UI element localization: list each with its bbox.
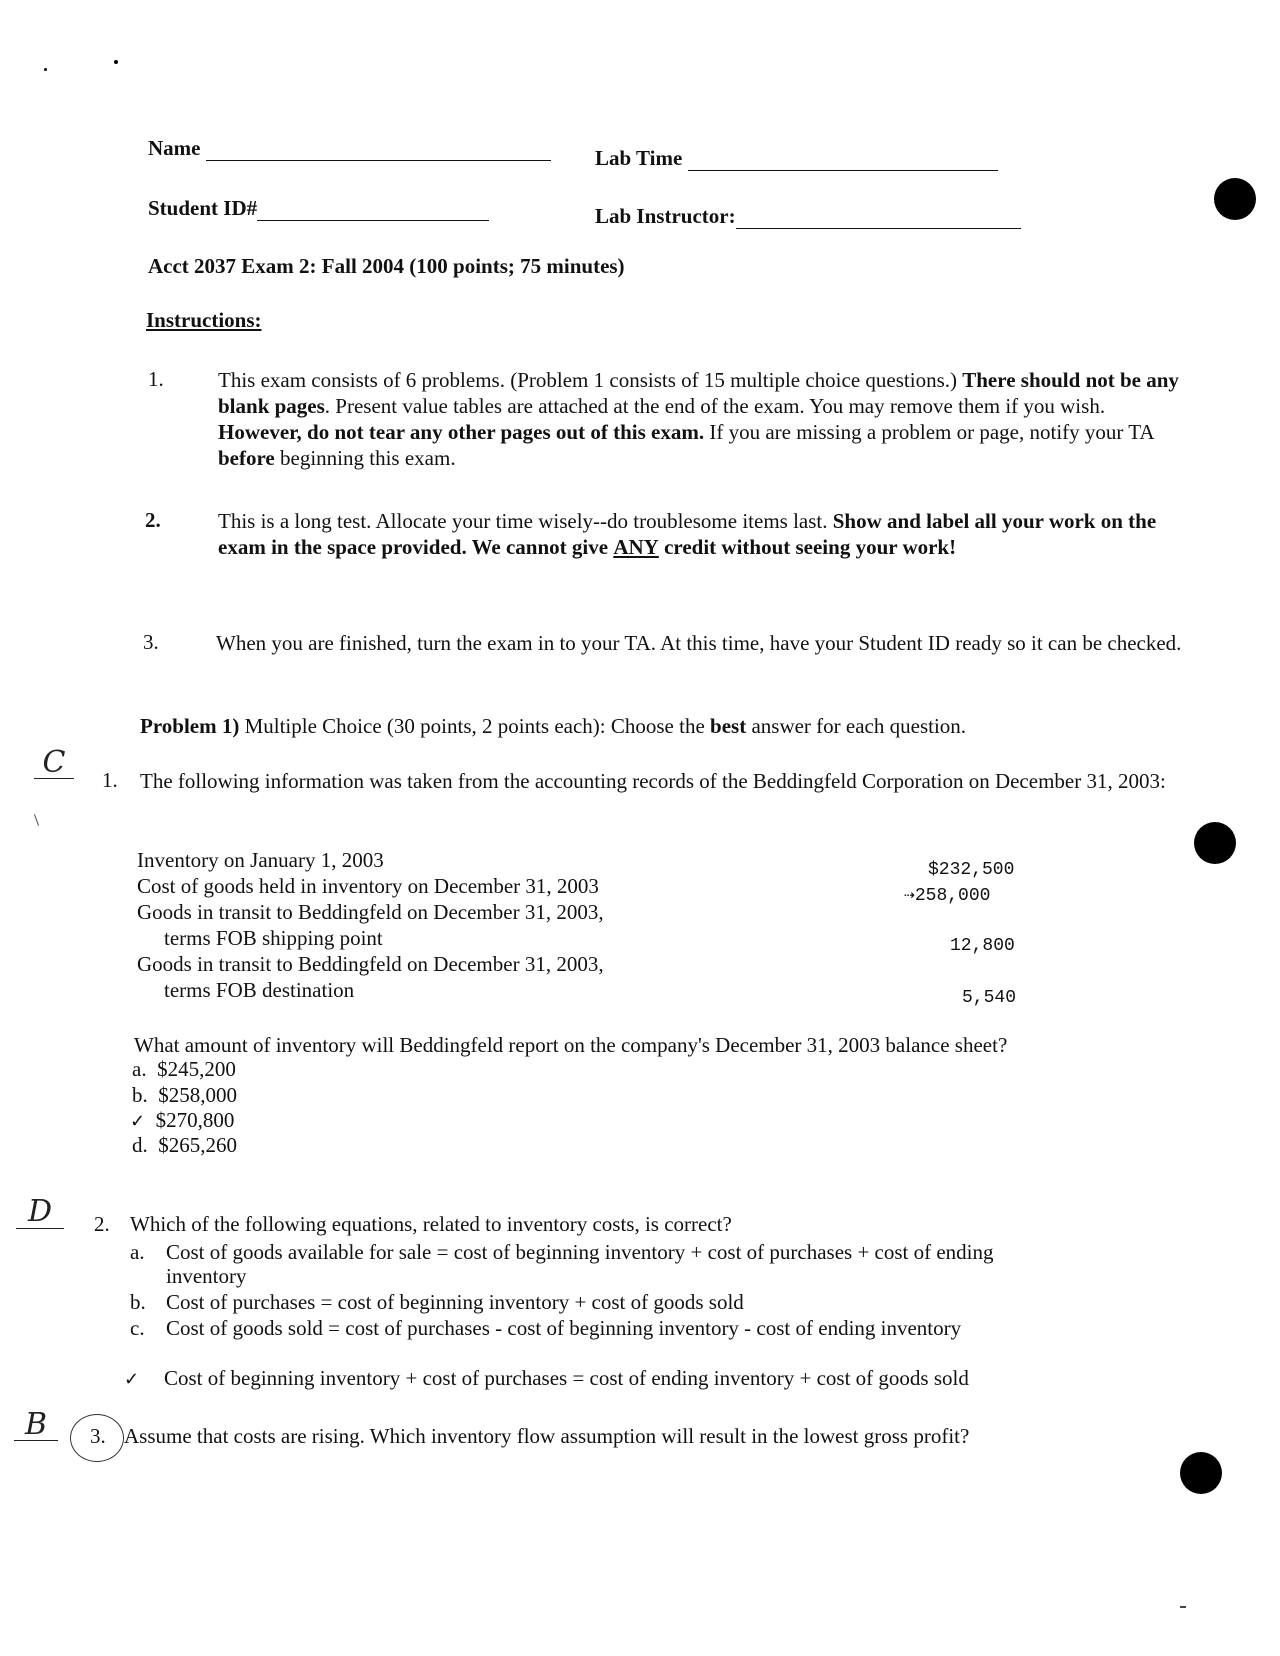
problem-1-best: best: [710, 714, 747, 738]
q2-option-d-text: Cost of beginning inventory + cost of purchases = cost of ending inventory + cost of goods sold: [164, 1366, 969, 1390]
q2-option-b-text: Cost of purchases = cost of beginning inventory + cost of goods sold: [166, 1290, 744, 1314]
instruction-2-bold-a: Show and label all your work on the exam in the space provided. We cannot give: [218, 509, 1157, 559]
instruction-1-text-a: This exam consists of 6 problems. (Problem 1 consists of 15 multiple choice questions.): [218, 368, 957, 392]
hole-punch-bottom: [1180, 1452, 1222, 1494]
q2-option-a-letter: a.: [130, 1240, 145, 1264]
q2-option-a[interactable]: [130, 1240, 145, 1265]
scan-speck: [114, 60, 118, 64]
instruction-1-bold-a: There should not be any blank pages: [218, 368, 1179, 418]
q1-row-3-label-2: terms FOB shipping point: [164, 926, 383, 950]
q1-option-d-text: $265,260: [158, 1133, 237, 1157]
lab-instructor-label: Lab Instructor:: [595, 204, 736, 228]
q1-option-a-letter: a.: [132, 1057, 147, 1081]
problem-1-desc-b: answer for each question.: [751, 714, 967, 738]
q1-row-2-label: Cost of goods held in inventory on December 31, 2003: [137, 874, 599, 898]
q3-text: Assume that costs are rising. Which inventory flow assumption will result in the lowest gross profit?: [124, 1424, 970, 1448]
instruction-1-bold-b: However, do not tear any other pages out of this exam.: [218, 420, 705, 444]
q1-option-c-text: $270,800: [155, 1108, 235, 1132]
q1-option-a[interactable]: [132, 1057, 236, 1082]
name-blank[interactable]: [206, 140, 551, 161]
q1-row-3-label: Goods in transit to Beddingfeld on December 31, 2003,: [137, 900, 604, 924]
q2-option-c-letter: c.: [130, 1316, 145, 1340]
instruction-1-text-b: . Present value tables are attached at the end of the exam. You may remove them if you wish.: [324, 394, 1106, 418]
q1-question: What amount of inventory will Beddingfeld report on the company's December 31, 2003 balance sheet?: [134, 1033, 1008, 1057]
lab-time-blank[interactable]: [688, 150, 998, 171]
student-id-blank[interactable]: [257, 200, 489, 221]
hole-punch-middle: [1194, 822, 1236, 864]
instruction-3: When you are finished, turn the exam in to your TA. At this time, have your Student ID ready so it can be checked.: [216, 631, 1182, 655]
checkmark-icon: ✓: [130, 1111, 146, 1131]
q2-handwritten-answer: D: [16, 1196, 64, 1229]
q1-option-b-letter: b.: [132, 1083, 148, 1107]
instruction-1-text-d: beginning this exam.: [280, 446, 456, 470]
problem-1-desc-a: Multiple Choice (30 points, 2 points each): Choose the: [244, 714, 705, 738]
stray-mark: [1180, 1606, 1186, 1608]
q2-text: Which of the following equations, related to inventory costs, is correct?: [130, 1212, 732, 1236]
q2-option-b-letter: b.: [130, 1290, 146, 1314]
q1-row-1-value: $232,500: [928, 860, 1015, 880]
instructions-heading: Instructions:: [146, 308, 262, 332]
q1-row-4-label: Goods in transit to Beddingfeld on December 31, 2003,: [137, 952, 604, 976]
instruction-2-bold-b: credit without seeing your work!: [664, 535, 957, 559]
instruction-1-number: 1.: [148, 367, 164, 391]
instruction-1-bold-c: before: [218, 446, 275, 470]
q1-row-3-value: 12,800: [950, 936, 1015, 956]
lab-time-label: Lab Time: [595, 146, 683, 170]
q2-option-b[interactable]: [130, 1290, 146, 1315]
q2-option-c-text: Cost of goods sold = cost of purchases - cost of beginning inventory - cost of ending inventory: [166, 1316, 962, 1340]
q1-row-4-label-2: terms FOB destination: [164, 978, 355, 1002]
name-label: Name: [148, 136, 201, 160]
instruction-1-text-c: If you are missing a problem or page, notify your TA: [709, 420, 1154, 444]
q1-number: 1.: [102, 768, 118, 792]
instruction-2-number: 2.: [145, 508, 161, 532]
q1-handwritten-answer: C: [34, 748, 74, 779]
problem-1-label: Problem 1): [140, 714, 240, 738]
q1-option-b[interactable]: [132, 1083, 237, 1108]
name-field: [148, 136, 551, 161]
q1-option-b-text: $258,000: [158, 1083, 237, 1107]
q2-option-d[interactable]: [124, 1366, 139, 1391]
student-id-label: Student ID#: [148, 196, 258, 220]
instruction-1: [218, 367, 1188, 471]
scan-speck: [44, 68, 47, 71]
q2-number: 2.: [94, 1212, 110, 1236]
q2-option-c[interactable]: [130, 1316, 145, 1341]
q1-text: The following information was taken from the accounting records of the Beddingfeld Corporation on December 31, 2003:: [140, 769, 1166, 793]
checkmark-icon: ✓: [124, 1369, 140, 1389]
instruction-2: [218, 508, 1188, 560]
hole-punch-top: [1214, 178, 1256, 220]
q1-option-d-letter: d.: [132, 1133, 148, 1157]
q1-row-4-value: 5,540: [962, 988, 1017, 1008]
arrow-icon: ⇢: [904, 886, 915, 906]
q3-number: 3.: [90, 1424, 106, 1448]
lab-instructor-field: [595, 204, 1021, 229]
lab-instructor-blank[interactable]: [736, 208, 1021, 229]
q1-row-2-value: 258,000: [914, 886, 991, 906]
instruction-2-underline: ANY: [613, 535, 659, 559]
q3-handwritten-answer: B: [14, 1410, 58, 1441]
q1-option-c[interactable]: [130, 1108, 234, 1133]
q2-option-a-text: Cost of goods available for sale = cost of beginning inventory + cost of purchases + cost of ending inventory: [166, 1240, 994, 1288]
q1-row-2-value-wrap: [904, 884, 990, 906]
q1-row-1-label: Inventory on January 1, 2003: [137, 848, 384, 872]
student-id-field: [148, 196, 489, 221]
instruction-2-text: This is a long test. Allocate your time wisely--do troublesome items last.: [218, 509, 828, 533]
q1-option-d[interactable]: [132, 1133, 237, 1158]
instruction-3-number: 3.: [143, 630, 159, 654]
stray-mark: [34, 814, 39, 826]
lab-time-field: [595, 146, 998, 171]
q1-option-a-text: $245,200: [157, 1057, 236, 1081]
exam-title: Acct 2037 Exam 2: Fall 2004 (100 points; 75 minutes): [148, 254, 625, 278]
problem-1-heading: [140, 714, 966, 739]
